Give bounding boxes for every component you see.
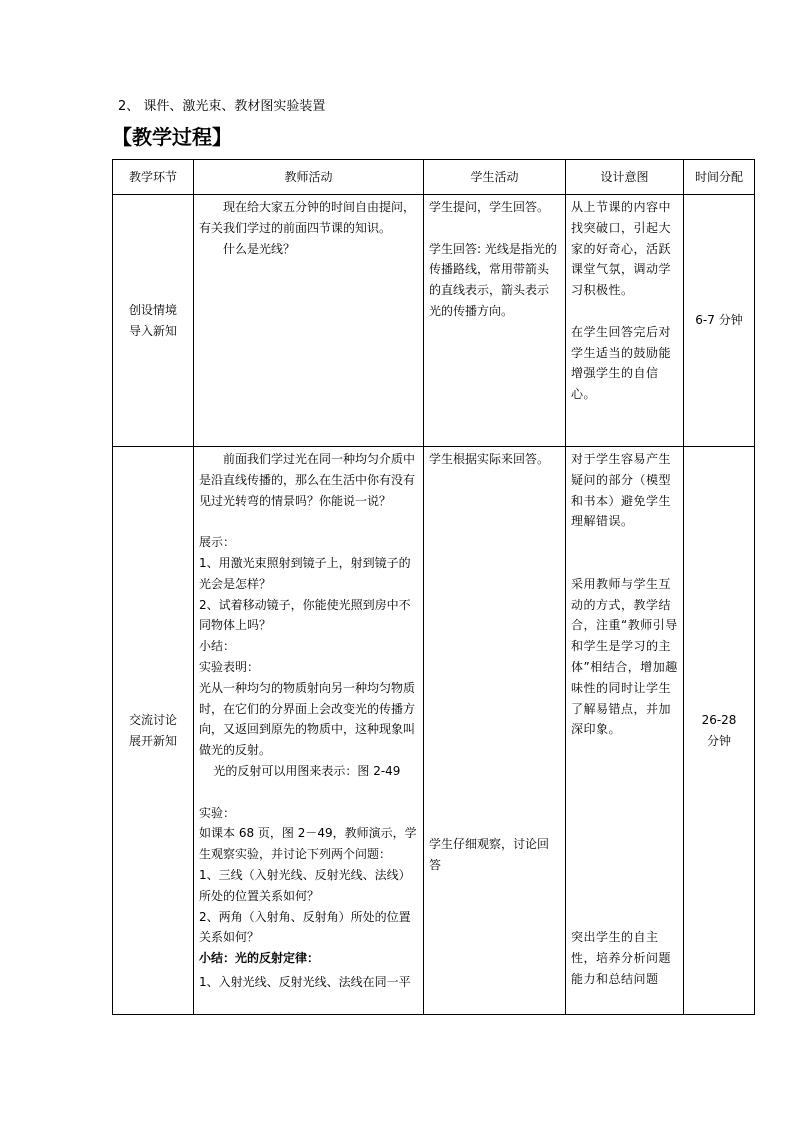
stage-cell xyxy=(113,195,194,447)
spacer xyxy=(571,740,678,927)
time-text: 26-28 xyxy=(701,712,737,727)
experiment-desc: 如课本 68 页，图 2－49，教师演示，学生观察实验，并讨论下列两个问题： xyxy=(199,826,417,862)
table-row xyxy=(113,447,755,1015)
spacer xyxy=(429,470,560,834)
student-text: 学生提问，学生回答。 xyxy=(429,200,550,214)
question-item: 2、两角（入射角、反射角）所处的位置关系如何？ xyxy=(199,909,411,945)
spacer xyxy=(571,532,678,574)
header-time: 时间分配 xyxy=(684,160,755,195)
experiment-title: 实验： xyxy=(199,805,236,820)
design-text: 突出学生的自主性，培养分析问题能力和总结问题 xyxy=(571,930,672,986)
design-cell xyxy=(566,195,684,447)
figure-note: 光的反射可以用图来表示：图 2-49 xyxy=(213,763,401,778)
design-text: 从上节课的内容中找突破口，引起大家的好奇心，活跃课堂气氛，调动学习积极性。 xyxy=(571,200,672,298)
law-title: 小结：光的反射定律： xyxy=(199,951,320,966)
show-item: 2、试着移动镜子，你能使光照到房中不同物体上吗？ xyxy=(199,597,411,633)
show-item: 1、用激光束照射到镜子上，射到镜子的光会是怎样？ xyxy=(199,555,411,591)
teacher-text: 什么是光线？ xyxy=(223,241,296,256)
header-teacher: 教师活动 xyxy=(194,160,424,195)
stage-line: 导入新知 xyxy=(128,323,177,338)
teacher-cell xyxy=(194,195,424,447)
show-title: 展示： xyxy=(199,535,236,550)
section-heading: 【教学过程】 xyxy=(112,125,232,149)
spacer xyxy=(199,782,418,803)
reflection-definition: 光从一种均匀的物质射向另一种均匀物质时，在它们的分界面上会改变光的传播方向，又返回到原先的物质中，这种现象叫做光的反射。 xyxy=(199,680,416,758)
header-stage: 教学环节 xyxy=(113,160,194,195)
materials-line: 2、 课件、激光束、教材图实验装置 xyxy=(118,99,326,114)
stage-line: 创设情境 xyxy=(128,302,177,317)
stage-line: 交流讨论 xyxy=(128,712,177,727)
student-text: 学生仔细观察，讨论回答 xyxy=(429,836,550,872)
table-header-row xyxy=(113,160,755,195)
spacer xyxy=(571,301,678,322)
spacer xyxy=(429,218,560,239)
stage-line: 展开新知 xyxy=(128,733,177,748)
time-text: 分钟 xyxy=(706,733,731,748)
student-text: 学生根据实际来回答。 xyxy=(429,452,550,466)
time-cell xyxy=(684,447,755,1015)
stage-cell xyxy=(113,447,194,1015)
header-design: 设计意图 xyxy=(566,160,684,195)
teacher-text: 现在给大家五分钟的时间自由提问，有关我们学过的前面四节课的知识。 xyxy=(199,200,416,235)
lesson-table xyxy=(112,159,755,1015)
student-text: 学生回答: 光线是指光的传播路线，常用带箭头的直线表示，箭头表示光的传播方向。 xyxy=(429,241,557,318)
student-cell xyxy=(424,447,566,1015)
experiment-shows: 实验表明： xyxy=(199,659,260,674)
header-student: 学生活动 xyxy=(424,160,566,195)
design-cell xyxy=(566,447,684,1015)
spacer xyxy=(199,511,418,532)
student-cell xyxy=(424,195,566,447)
design-text: 对于学生容易产生疑问的部分（模型和书本）避免学生理解错误。 xyxy=(571,452,672,529)
time-text: 6-7 分钟 xyxy=(695,313,743,328)
question-item: 1、三线（入射光线、反射光线、法线）所处的位置关系如何？ xyxy=(199,867,411,903)
design-text: 采用教师与学生互动的方式，教学结合，注重“教师引导和学生是学习的主体”相结合，增加趣味性的同时让学生了解易错点，并加深印象。 xyxy=(571,576,678,737)
design-text: 在学生回答完后对学生适当的鼓励能增强学生的自信心。 xyxy=(571,324,672,402)
table-row xyxy=(113,195,755,447)
teacher-intro: 前面我们学过光在同一种均匀介质中是沿直线传播的，那么在生活中你有没有见过光转弯的情景吗？你能说一说？ xyxy=(199,452,416,508)
time-cell xyxy=(684,195,755,447)
summary-title: 小结： xyxy=(199,639,236,654)
law-item: 1、入射光线、反射光线、法线在同一平 xyxy=(199,974,411,989)
teacher-cell xyxy=(194,447,424,1015)
